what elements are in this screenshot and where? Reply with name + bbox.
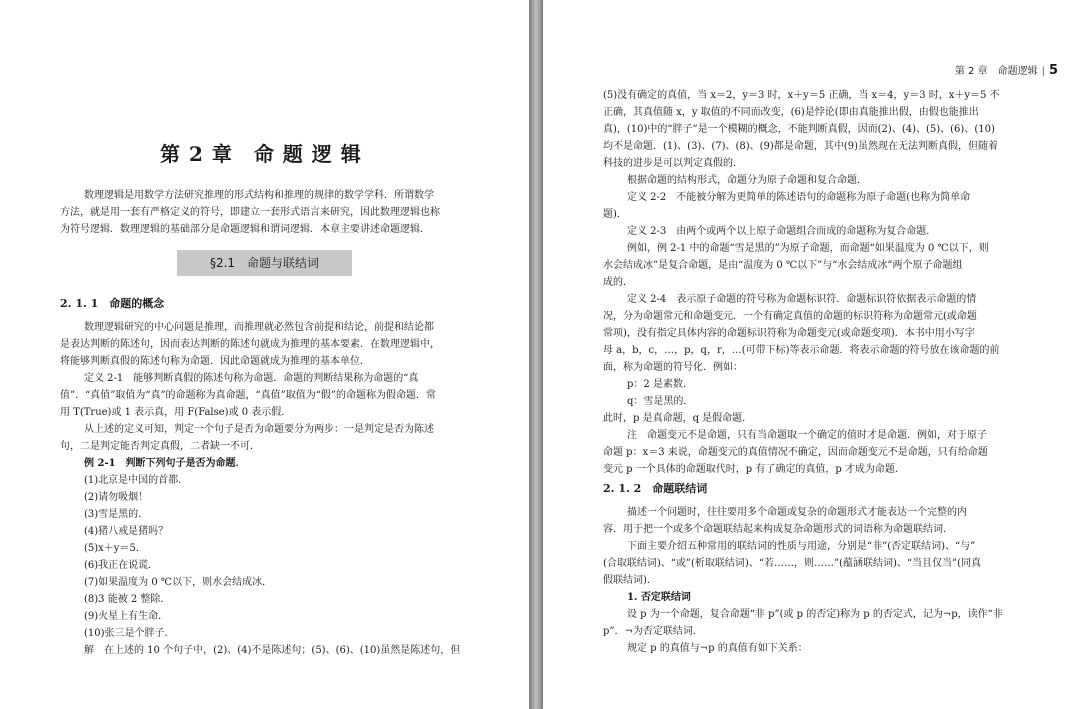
body-line: 将能够判断真假的陈述句称为命题．因此命题就成为推理的基本单位．: [60, 356, 370, 367]
example-item: (6)我正在说谎．: [84, 560, 159, 571]
body-line: 科技的进步是可以判定真假的．: [603, 158, 743, 169]
example-item: (1)北京是中国的首都．: [84, 475, 189, 486]
left-page: [0, 0, 529, 709]
example-item: (2)请勿吸烟！: [84, 492, 149, 503]
subsection-heading: 2. 1. 1 命题的概念: [60, 297, 165, 310]
right-page: [543, 0, 1074, 709]
body-line: (5)没有确定的真值，当 x＝2，y＝3 时，x＋y＝5 正确，当 x＝4，y＝3 时，x＋y＝5 不: [603, 90, 1000, 101]
section-heading: §2.1 命题与联结词: [177, 250, 352, 276]
example-item: (7)如果温度为 0 ℃以下，则水会结成冰．: [84, 577, 273, 588]
example-item: (10)张三是个胖子．: [84, 628, 175, 639]
note-line: 注 命题变元不是命题，只有当命题取一个确定的值时才是命题．例如，对于原子: [627, 430, 987, 441]
definition-line: 定义 2-1 能够判断真假的陈述句称为命题．命题的判断结果称为命题的“真: [84, 373, 419, 384]
note-line: 命题 p：x＝3 来说，命题变元的真值情况不确定，因而命题变元不是命题，只有给命题: [603, 447, 988, 458]
body-line: 根据命题的结构形式，命题分为原子命题和复合命题．: [627, 175, 867, 186]
body-line: 句，二是判定能否判定真假，二者缺一不可．: [60, 441, 260, 452]
body-line: 此时，p 是真命题，q 是假命题．: [603, 413, 753, 424]
example-item: (8)3 能被 2 整除．: [84, 594, 171, 605]
definition-line: 母 a，b，c，…，p，q，r，…(可带下标)等表示命题．将表示命题的符号放在该命题的前: [603, 345, 1000, 356]
body-line: 数理逻辑研究的中心问题是推理，而推理就必然包含前提和结论，前提和结论都: [84, 322, 434, 333]
running-head-chapter: 第 2 章 命题逻辑: [954, 66, 1038, 77]
body-line: 下面主要介绍五种常用的联结词的性质与用途，分别是“非”(否定联结词)、“与”: [627, 541, 976, 552]
definition-line: 况，分为命题常元和命题变元．一个有确定真值的命题的标识符称为命题常元(或命题: [603, 311, 977, 322]
page-number: 5: [1048, 63, 1058, 78]
example-item: (9)火星上有生命．: [84, 611, 169, 622]
body-line: p”．¬为否定联结词．: [603, 626, 703, 637]
example-item: (3)雪是黑的．: [84, 509, 149, 520]
definition-line: 值”．“真值”取值为“真”的命题称为真命题，“真值”取值为“假”的命题称为假命题．常: [60, 390, 437, 401]
definition-line: 用 T(True)或 1 表示真，用 F(False)或 0 表示假．: [60, 407, 292, 418]
definition-line: 常项)，没有指定具体内容的命题标识符称为命题变元(或命题变项)．本书中用小写字: [603, 328, 975, 339]
body-line: 规定 p 的真值与¬p 的真值有如下关系：: [627, 643, 808, 654]
body-line: 假联结词)．: [603, 575, 657, 586]
body-line: 描述一个问题时，往往要用多个命题或复杂的命题形式才能表达一个完整的内: [627, 507, 967, 518]
running-head: 第 2 章 命题逻辑 | 5: [954, 63, 1058, 78]
body-line: 正确，其真值随 x，y 取值的不同而改变，(6)是悖论(即由真能推出假，由假也能推出: [603, 107, 979, 118]
intro-line: 方法，就是用一套有严格定义的符号，即建立一套形式语言来研究，因此数理逻辑也称: [60, 207, 440, 218]
body-line: 设 p 为一个命题，复合命题“非 p”(或 p 的否定)称为 p 的否定式，记为¬p，读作“非: [627, 609, 1003, 620]
definition-line: 定义 2-4 表示原子命题的符号称为命题标识符．命题标识符依据表示命题的情: [627, 294, 977, 305]
body-line: 容．用于把一个或多个命题联结起来构成复杂命题形式的词语称为命题联结词．: [603, 524, 953, 535]
intro-line: 数理逻辑是用数学方法研究推理的形式结构和推理的规律的数学学科．所谓数学: [84, 190, 434, 201]
example-item: (4)猪八戒是猪吗？: [84, 526, 169, 537]
example-line: p：2 是素数．: [627, 379, 693, 390]
body-line: 从上述的定义可知，判定一个句子是否为命题要分为两步：一是判定是否为陈述: [84, 424, 434, 435]
definition-line: 定义 2-2 不能被分解为更简单的陈述语句的命题称为原子命题(也称为简单命: [627, 192, 971, 203]
body-line: 水会结成冰”是复合命题，是由“温度为 0 ℃以下”与“水会结成冰”两个原子命题组: [603, 260, 963, 271]
definition-line: 题)．: [603, 209, 627, 220]
page-gutter: [529, 0, 543, 709]
body-line: 例如，例 2-1 中的命题“雪是黑的”为原子命题，而命题“如果温度为 0 ℃以下，则: [627, 243, 989, 254]
subsection-heading: 2. 1. 2 命题联结词: [603, 482, 708, 495]
definition-line: 定义 2-3 由两个或两个以上原子命题组合而成的命题称为复合命题．: [627, 226, 937, 237]
body-line: 真)，(10)中的“胖子”是一个模糊的概念，不能判断真假，因而(2)、(4)、(5)、(6)、(10): [603, 124, 995, 135]
example-line: q：雪是黑的．: [627, 396, 694, 407]
chapter-title: 第 2 章 命 题 逻 辑: [160, 142, 362, 166]
body-line: 成的．: [603, 277, 633, 288]
note-line: 变元 p 一个具体的命题取代时，p 有了确定的真值，p 才成为命题．: [603, 464, 905, 475]
example-heading: 例 2-1 判断下列句子是否为命题．: [84, 458, 246, 469]
definition-line: 面，称为命题的符号化．例如：: [603, 362, 743, 373]
item-heading: 1. 否定联结词: [627, 592, 691, 603]
solution-line: 解 在上述的 10 个句子中，(2)、(4)不是陈述句；(5)、(6)、(10)虽然是陈述句，但: [84, 645, 461, 656]
example-item: (5)x＋y＝5．: [84, 543, 146, 554]
body-line: (合取联结词)、“或”(析取联结词)、“若……，则……”(蕴涵联结词)、“当且仅当”(同真: [603, 558, 981, 569]
intro-line: 为符号逻辑．数理逻辑的基础部分是命题逻辑和谓词逻辑．本章主要讲述命题逻辑．: [60, 224, 430, 235]
body-line: 是表达判断的陈述句，因而表达判断的陈述句就成为推理的基本要素．在数理逻辑中，: [60, 339, 440, 350]
body-line: 均不是命题．(1)、(3)、(7)、(8)、(9)都是命题，其中(9)虽然现在无法判断真假，但随着: [603, 141, 998, 152]
